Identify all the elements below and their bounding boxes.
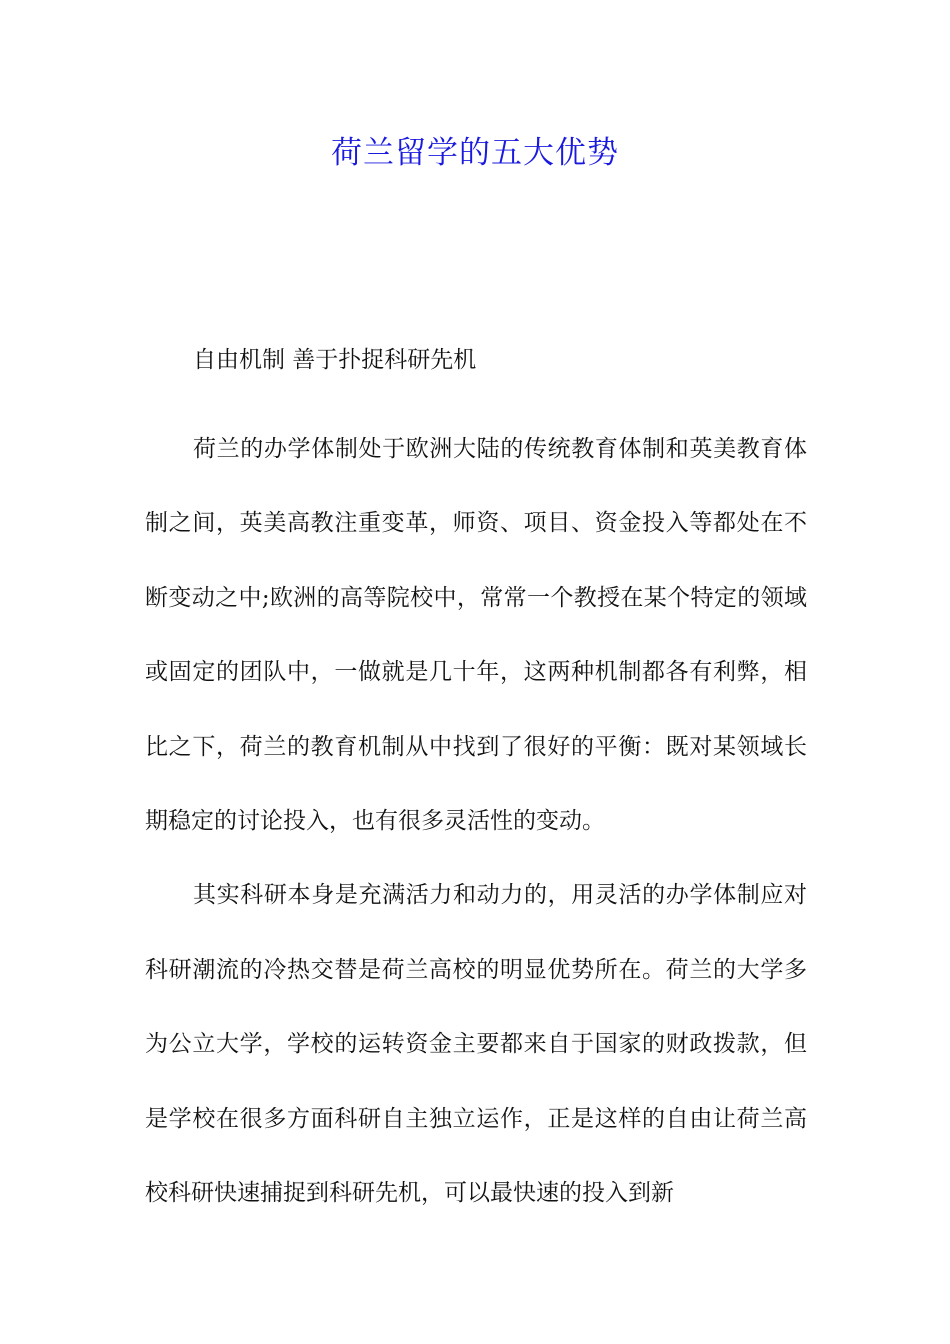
- paragraph-2: 其实科研本身是充满活力和动力的，用灵活的办学体制应对科研潮流的冷热交替是荷兰高校的明显优势所在。荷兰的大学多为公立大学，学校的运转资金主要都来自于国家的财政拨款，但是学校在很多方面科研自主独立运作，正是这样的自由让荷兰高校科研快速捕捉到科研先机，可以最快速的投入到新: [145, 882, 807, 1207]
- document-title: 荷兰留学的五大优势: [331, 135, 619, 171]
- section-heading: 自由机制 善于扑捉科研先机: [193, 347, 477, 373]
- paragraph-1: 荷兰的办学体制处于欧洲大陆的传统教育体制和英美教育体制之间，英美高教注重变革，师资、项目、资金投入等都处在不断变动之中;欧洲的高等院校中，常常一个教授在某个特定的领域或固定的团队中，一做就是几十年，这两种机制都各有利弊，相比之下，荷兰的教育机制从中找到了很好的平衡：既对某领域长期稳定的讨论投入，也有很多灵活性的变动。: [145, 436, 807, 835]
- document-body: [145, 338, 807, 1230]
